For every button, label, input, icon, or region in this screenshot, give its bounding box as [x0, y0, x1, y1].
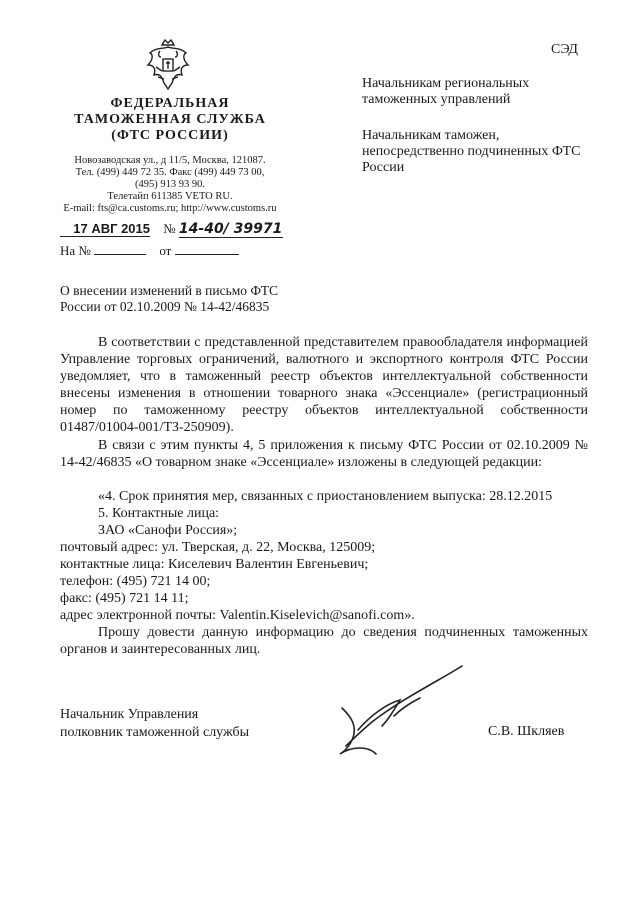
org-phones-2: (495) 913 93 90. [135, 179, 205, 190]
reply-label: На № [60, 243, 91, 258]
registration-date: 17 АВГ 2015 [60, 221, 150, 237]
contact-person: контактные лица: Киселевич Валентин Евгеньевич; [60, 557, 369, 572]
addressee-customs: Начальникам таможен, непосредственно подчиненных ФТС России [362, 128, 581, 175]
org-phones: Тел. (499) 449 72 35. Факс (499) 449 73 00, [75, 167, 265, 178]
number-sign: № [163, 221, 176, 236]
item-4: «4. Срок принятия мер, связанных с приостановлением выпуска: 28.12.2015 [98, 489, 553, 504]
russian-coat-of-arms-icon [142, 37, 194, 93]
signatory-position-line2: полковник таможенной службы [60, 725, 250, 740]
paragraph-request: Прошу довести данную информацию до сведения подчиненных таможенных органов и заинтересованных лиц. [60, 625, 588, 657]
sed-stamp-label: СЭД [551, 42, 578, 57]
contact-email: адрес электронной почты: Valentin.Kiselevich@sanofi.com». [60, 608, 415, 623]
signatory-position [60, 706, 249, 742]
org-email: E-mail: fts@ca.customs.ru; http://www.customs.ru [63, 203, 277, 214]
contact-phone: телефон: (495) 721 14 00; [60, 574, 211, 589]
org-address: Новозаводская ул., д 11/5, Москва, 121087. [74, 155, 266, 166]
contact-fax: факс: (495) 721 14 11; [60, 591, 189, 606]
signatory-name: С.В. Шкляев [488, 724, 565, 739]
org-name-line1: ФЕДЕРАЛЬНАЯ [110, 96, 230, 111]
addressee-regional: Начальникам региональных таможенных управлений [362, 76, 530, 107]
paragraph-changes: В связи с этим пункты 4, 5 приложения к письму ФТС России от 02.10.2009 № 14-42/46835 «О товарном знаке «Эссенциале» изложены в следующей редакции: [60, 438, 588, 470]
company-name: ЗАО «Санофи Россия»; [98, 523, 238, 538]
handwritten-signature [330, 660, 470, 760]
letter-subject: О внесении изменений в письмо ФТС России от 02.10.2009 № 14-42/46835 [60, 283, 279, 314]
org-abbreviation: (ФТС РОССИИ) [111, 128, 229, 143]
reply-line [60, 243, 239, 259]
postal-address: почтовый адрес: ул. Тверская, д. 22, Москва, 125009; [60, 540, 376, 555]
signatory-position-line1: Начальник Управления [60, 707, 199, 722]
from-label: от [159, 243, 172, 258]
registration-number: 14-40/ 39971 [178, 221, 283, 237]
item-5: 5. Контактные лица: [98, 506, 220, 521]
registration-line [60, 221, 283, 238]
org-teletype: Телетайп 611385 VETO RU. [107, 191, 233, 202]
paragraph-notification: В соответствии с представленной представителем правообладателя информацией Управление торговых ограничений, валютного и экспортного контроля ФТС России уведомляет, что в таможенный реестр объектов интеллектуальной собственности внесены изменения в отношении товарного знака «Эссенциале» (регистрационный номер по таможенному реестру объектов интеллектуальной собственности 01487/01004-001/ТЗ-250909). [60, 335, 588, 435]
org-name-line2: ТАМОЖЕННАЯ СЛУЖБА [74, 112, 266, 127]
